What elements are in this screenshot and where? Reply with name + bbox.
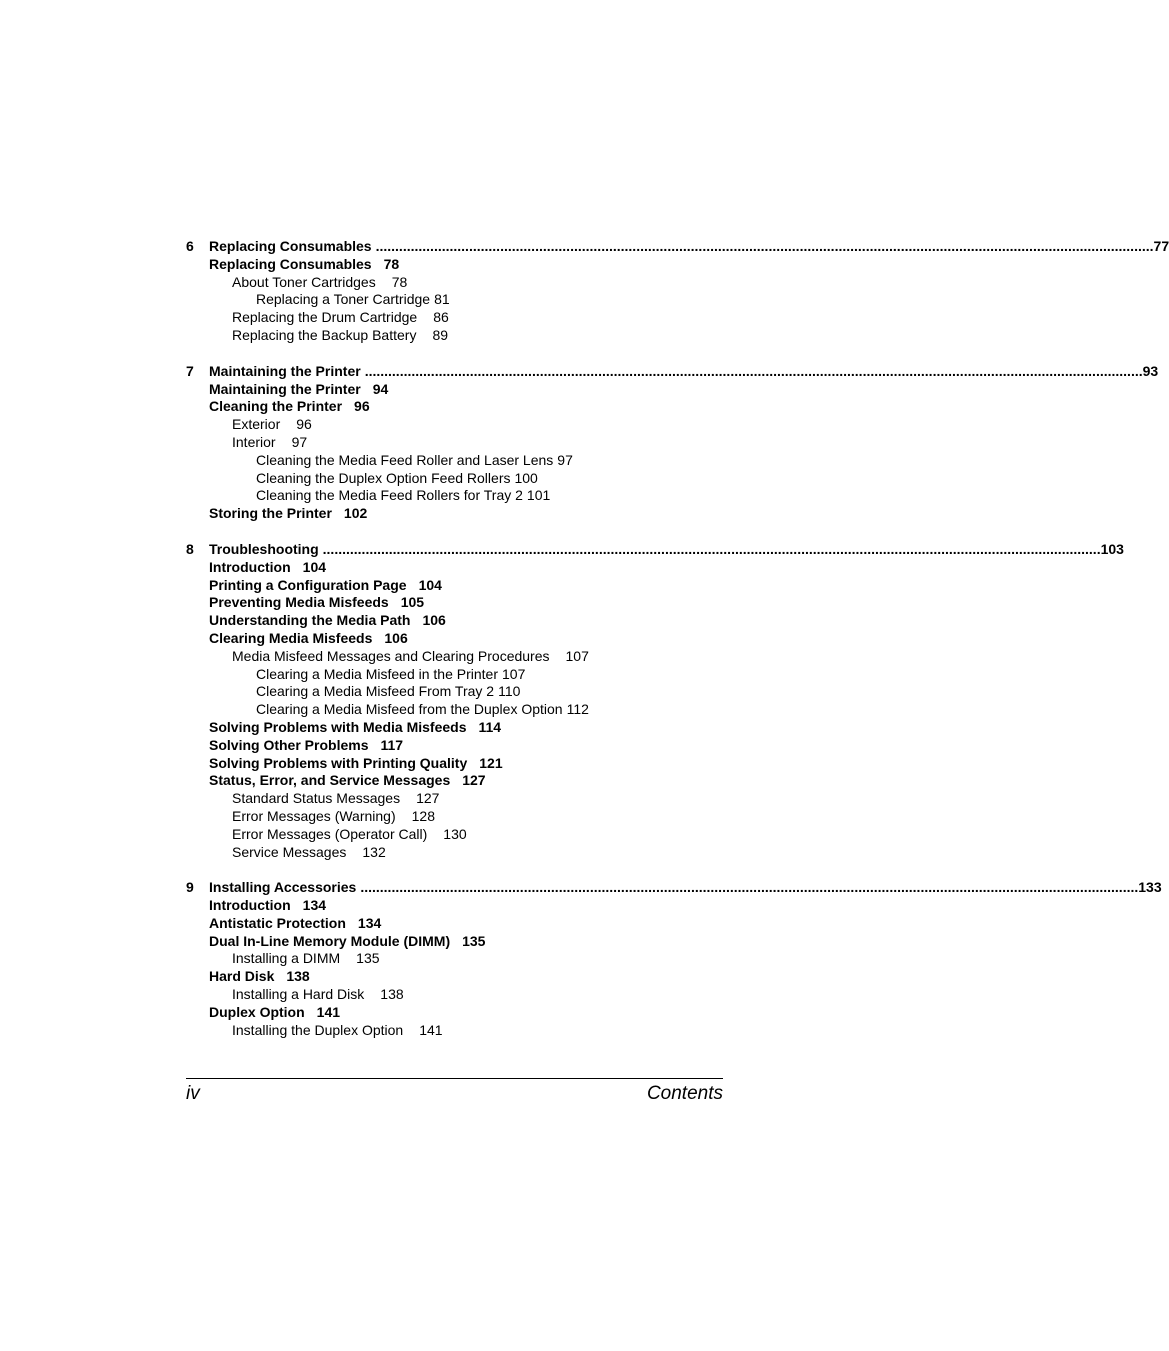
toc-entry-level-3[interactable]	[186, 683, 723, 701]
toc-entry-level-2[interactable]	[186, 808, 723, 826]
chapter-title: Troubleshooting	[209, 540, 319, 557]
toc-entry-title: Understanding the Media Path	[209, 612, 411, 629]
chapter-page-number: 133	[1138, 879, 1162, 896]
toc-entry-level-1[interactable]	[186, 559, 723, 577]
toc-entry-level-3[interactable]	[186, 291, 723, 309]
toc-entry-title: Solving Problems with Printing Quality	[209, 754, 468, 771]
toc-entry-level-1[interactable]	[186, 594, 723, 612]
toc-entry-level-1[interactable]	[186, 968, 723, 986]
toc-entry-title: Clearing a Media Misfeed from the Duplex Option	[256, 701, 563, 718]
toc-chapter	[186, 362, 1159, 523]
toc-entry-level-2[interactable]	[186, 309, 723, 327]
toc-entry-title: Replacing the Backup Battery	[232, 326, 417, 343]
toc-entry-level-2[interactable]	[186, 986, 723, 1004]
footer-section-title: Contents	[646, 1083, 723, 1104]
dot-leader: ........................................................................................................................................................................................................	[322, 540, 1101, 557]
dot-leader: ........................................................................................................................................................................................................	[360, 879, 1139, 896]
toc-entry-page-number: 130	[443, 825, 467, 842]
chapter-number: 8	[186, 540, 194, 557]
chapter-page-number: 103	[1100, 540, 1124, 557]
toc-entry-page-number: 141	[316, 1003, 341, 1020]
toc-entry-level-1[interactable]	[186, 915, 723, 933]
toc-entry-level-1[interactable]	[186, 755, 723, 773]
toc-entry-level-2[interactable]	[186, 434, 723, 452]
toc-entry-level-1[interactable]	[186, 398, 723, 416]
toc-entry-page-number: 104	[302, 558, 327, 575]
toc-entry-level-3[interactable]	[186, 452, 723, 470]
chapter-number: 7	[186, 362, 194, 379]
toc-entry-title: Antistatic Protection	[209, 914, 346, 931]
toc-entry-page-number: 135	[356, 950, 380, 967]
chapter-title: Installing Accessories	[209, 879, 357, 896]
toc-chapter-heading[interactable]	[186, 879, 1162, 897]
toc-entry-title: Maintaining the Printer	[209, 380, 361, 397]
toc-entry-title: Introduction	[209, 897, 291, 914]
toc-entry-page-number: 138	[380, 986, 404, 1003]
toc-entry-title: Replacing a Toner Cartridge	[256, 291, 431, 308]
toc-entry-title: Cleaning the Media Feed Roller and Laser Lens	[256, 451, 554, 468]
toc-entry-page-number: 106	[384, 629, 408, 646]
toc-entry-page-number: 100	[514, 469, 538, 486]
toc-entry-page-number: 89	[432, 326, 449, 343]
toc-entry-title: Interior	[232, 433, 276, 450]
toc-entry-level-1[interactable]	[186, 772, 723, 790]
toc-entry-page-number: 138	[286, 968, 310, 985]
toc-entry-page-number: 107	[565, 647, 589, 664]
toc-entry-level-2[interactable]	[186, 416, 723, 434]
toc-entry-title: Media Misfeed Messages and Clearing Procedures	[232, 647, 550, 664]
toc-entry-level-1[interactable]	[186, 719, 723, 737]
toc-entry-level-3[interactable]	[186, 666, 723, 684]
toc-entry-level-2[interactable]	[186, 1022, 723, 1040]
toc-entry-level-1[interactable]	[186, 737, 723, 755]
toc-entry-level-1[interactable]	[186, 630, 723, 648]
toc-entry-page-number: 106	[422, 612, 446, 629]
toc-entry-page-number: 121	[479, 754, 503, 771]
toc-entry-level-2[interactable]	[186, 950, 723, 968]
toc-chapter-heading[interactable]	[186, 540, 1124, 559]
toc-entry-title: Solving Other Problems	[209, 736, 369, 753]
toc-entry-page-number: 135	[462, 932, 486, 949]
toc-entry-title: Introduction	[209, 558, 291, 575]
toc-entry-title: Installing a Hard Disk	[232, 986, 365, 1003]
toc-entry-title: Storing the Printer	[209, 505, 332, 522]
toc-entry-title: Preventing Media Misfeeds	[209, 594, 389, 611]
toc-entry-page-number: 117	[380, 736, 404, 753]
toc-entry-page-number: 134	[357, 914, 382, 931]
toc-entry-title: Duplex Option	[209, 1003, 305, 1020]
toc-entry-title: Cleaning the Media Feed Rollers for Tray 2	[256, 487, 523, 504]
toc-entry-title: Clearing Media Misfeeds	[209, 629, 373, 646]
toc-entry-level-3[interactable]	[186, 701, 723, 719]
toc-entry-page-number: 78	[383, 255, 400, 272]
dot-leader: ........................................................................................................................................................................................................	[375, 238, 1154, 254]
toc-entry-page-number: 86	[433, 309, 449, 326]
toc-entry-level-1[interactable]	[186, 256, 723, 274]
toc-chapter-heading[interactable]	[186, 238, 1169, 256]
toc-entry-page-number: 114	[478, 718, 502, 735]
toc-entry-title: Printing a Configuration Page	[209, 576, 407, 593]
toc-chapter-heading[interactable]	[186, 362, 1159, 381]
toc-entry-level-2[interactable]	[186, 790, 723, 808]
toc-entry-page-number: 112	[566, 701, 589, 718]
toc-entry-level-2[interactable]	[186, 844, 723, 862]
toc-entry-page-number: 97	[557, 451, 573, 468]
toc-entry-page-number: 104	[418, 576, 442, 593]
toc-chapter	[186, 879, 1162, 1039]
toc-entry-level-2[interactable]	[186, 648, 723, 666]
chapter-page-number: 77	[1153, 238, 1169, 254]
chapter-title: Maintaining the Printer	[209, 362, 361, 379]
toc-entry-page-number: 107	[502, 665, 526, 682]
toc-entry-page-number: 105	[400, 594, 425, 611]
toc-entry-title: Clearing a Media Misfeed From Tray 2	[256, 683, 495, 700]
toc-entry-title: Dual In-Line Memory Module (DIMM)	[209, 932, 451, 949]
toc-entry-title: Standard Status Messages	[232, 790, 401, 807]
toc-entry-title: Service Messages	[232, 843, 347, 860]
toc-entry-level-2[interactable]	[186, 826, 723, 844]
toc-entry-title: Error Messages (Operator Call)	[232, 825, 428, 842]
toc-entry-level-2[interactable]	[186, 274, 723, 292]
toc-chapter	[186, 540, 1124, 861]
toc-entry-page-number: 101	[526, 487, 551, 504]
toc-entry-title: About Toner Cartridges	[232, 273, 376, 290]
table-of-contents	[186, 238, 1169, 1057]
dot-leader: ........................................................................................................................................................................................................	[364, 362, 1143, 379]
toc-entry-page-number: 110	[498, 683, 521, 700]
toc-entry-page-number: 128	[411, 807, 435, 824]
toc-entry-level-2[interactable]	[186, 327, 723, 345]
toc-entry-level-1[interactable]	[186, 381, 723, 399]
toc-entry-page-number: 127	[462, 772, 486, 789]
footer-divider	[186, 1078, 723, 1079]
toc-entry-title: Installing the Duplex Option	[232, 1021, 404, 1038]
toc-entry-page-number: 127	[416, 790, 440, 807]
toc-entry-level-3[interactable]	[186, 487, 723, 505]
toc-entry-page-number: 78	[391, 273, 408, 290]
toc-entry-title: Hard Disk	[209, 968, 275, 985]
chapter-number: 6	[186, 238, 194, 254]
toc-entry-title: Replacing the Drum Cartridge	[232, 309, 418, 326]
chapter-page-number: 93	[1142, 362, 1159, 379]
chapter-title: Replacing Consumables	[209, 238, 372, 254]
toc-entry-level-3[interactable]	[186, 470, 723, 488]
toc-entry-level-1[interactable]	[186, 1004, 723, 1022]
toc-entry-level-1[interactable]	[186, 505, 723, 523]
toc-entry-level-1[interactable]	[186, 612, 723, 630]
toc-entry-title: Clearing a Media Misfeed in the Printer	[256, 665, 499, 682]
toc-entry-page-number: 102	[343, 505, 368, 522]
toc-entry-page-number: 132	[362, 843, 386, 860]
toc-entry-page-number: 141	[419, 1021, 443, 1038]
toc-entry-page-number: 81	[434, 291, 450, 308]
toc-entry-title: Exterior	[232, 416, 281, 433]
toc-chapter	[186, 238, 1169, 345]
toc-entry-title: Error Messages (Warning)	[232, 807, 396, 824]
toc-entry-level-1[interactable]	[186, 933, 723, 951]
toc-entry-title: Cleaning the Printer	[209, 398, 343, 415]
toc-entry-title: Installing a DIMM	[232, 950, 341, 967]
toc-entry-page-number: 96	[296, 416, 312, 433]
toc-entry-title: Status, Error, and Service Messages	[209, 772, 451, 789]
toc-entry-level-1[interactable]	[186, 897, 723, 915]
toc-entry-title: Replacing Consumables	[209, 255, 372, 272]
toc-entry-title: Cleaning the Duplex Option Feed Rollers	[256, 469, 511, 486]
toc-entry-title: Solving Problems with Media Misfeeds	[209, 718, 467, 735]
toc-entry-page-number: 97	[291, 433, 308, 450]
toc-entry-page-number: 96	[354, 398, 370, 415]
toc-entry-level-1[interactable]	[186, 577, 723, 595]
toc-entry-page-number: 94	[372, 380, 389, 397]
chapter-number: 9	[186, 879, 194, 896]
toc-entry-page-number: 134	[302, 897, 327, 914]
footer-page-number: iv	[186, 1083, 200, 1104]
